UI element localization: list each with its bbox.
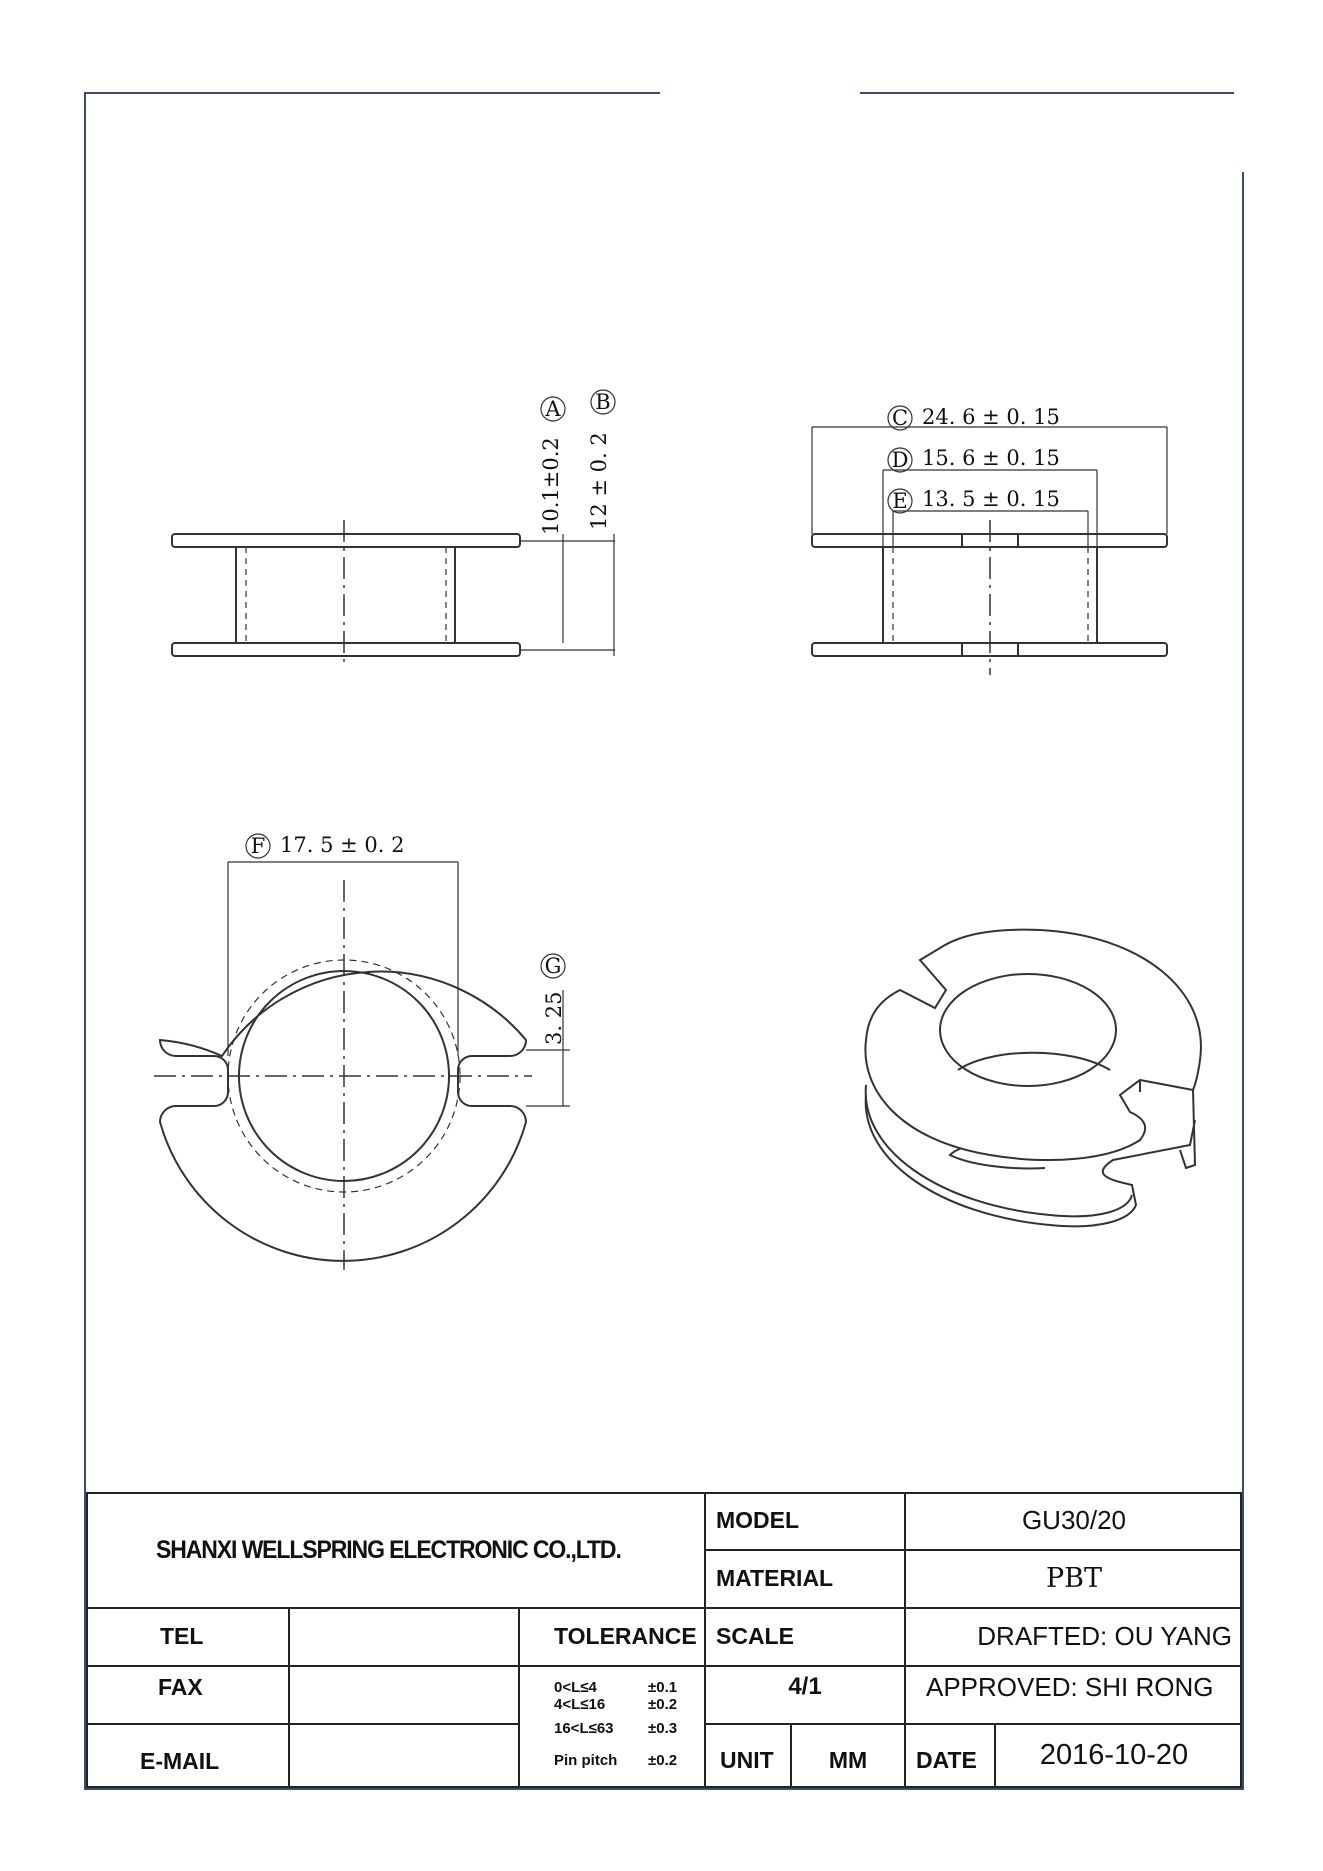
dim-A: 10.1±0.2 bbox=[539, 437, 563, 535]
tolerance-label: TOLERANCE bbox=[554, 1622, 697, 1649]
svg-text:B: B bbox=[595, 390, 611, 414]
tb-vline-3 bbox=[704, 1492, 706, 1788]
dim-label-C bbox=[888, 405, 1060, 430]
tb-vline-2 bbox=[518, 1607, 520, 1788]
date-value: 2016-10-20 bbox=[1039, 1739, 1189, 1771]
company-name: SHANXI WELLSPRING ELECTRONIC CO.,LTD. bbox=[156, 1535, 621, 1564]
svg-text:A: A bbox=[545, 397, 561, 421]
tolerance-row: 4<L≤16 ±0.2 bbox=[554, 1696, 678, 1713]
scale-label: SCALE bbox=[716, 1622, 794, 1649]
tb-left-line bbox=[86, 1492, 88, 1788]
scale-value: 4/1 bbox=[788, 1673, 822, 1700]
svg-text:D: D bbox=[891, 448, 909, 472]
svg-text:G: G bbox=[544, 954, 562, 978]
drafted-by: DRAFTED: OU YANG bbox=[977, 1620, 1232, 1651]
svg-text:C: C bbox=[891, 406, 909, 430]
dim-label-F bbox=[246, 833, 404, 858]
dim-E: 13. 5 ± 0. 15 bbox=[922, 487, 1060, 511]
tolerance-table bbox=[554, 1679, 704, 1769]
dim-C: 24. 6 ± 0. 15 bbox=[922, 405, 1060, 429]
unit-value: MM bbox=[828, 1746, 868, 1773]
date-label: DATE bbox=[916, 1746, 977, 1773]
dim-G: 3. 25 bbox=[542, 991, 566, 1045]
dim-label-E bbox=[888, 487, 1060, 513]
title-block bbox=[86, 1492, 1242, 1788]
front-view bbox=[172, 520, 615, 668]
email-label: E-MAIL bbox=[140, 1747, 220, 1774]
dim-D: 15. 6 ± 0. 15 bbox=[922, 446, 1060, 470]
tel-label: TEL bbox=[160, 1622, 204, 1649]
tolerance-row: Pin pitch ±0.2 bbox=[554, 1752, 678, 1769]
dim-B: 12 ± 0. 2 bbox=[587, 432, 611, 530]
isometric-view bbox=[865, 930, 1201, 1227]
material-label: MATERIAL bbox=[716, 1564, 834, 1591]
top-view bbox=[154, 862, 570, 1270]
dim-label-D bbox=[888, 446, 1060, 472]
dim-label-B bbox=[587, 390, 615, 530]
fax-label: FAX bbox=[158, 1673, 203, 1700]
material-value: PBT bbox=[1045, 1562, 1103, 1594]
svg-text:F: F bbox=[250, 834, 266, 858]
dim-F: 17. 5 ± 0. 2 bbox=[280, 833, 405, 857]
unit-label: UNIT bbox=[720, 1746, 774, 1773]
approved-by: APPROVED: SHI RONG bbox=[926, 1671, 1214, 1702]
dim-label-A bbox=[539, 397, 565, 535]
dim-label-G bbox=[541, 954, 566, 1045]
model-label: MODEL bbox=[716, 1507, 800, 1533]
svg-text:E: E bbox=[892, 489, 908, 513]
tolerance-row: 16<L≤63 ±0.3 bbox=[554, 1720, 678, 1737]
model-value: GU30/20 bbox=[1021, 1505, 1127, 1535]
tb-vline-1 bbox=[288, 1607, 290, 1788]
tb-line-3a bbox=[86, 1723, 520, 1725]
tolerance-row: 0<L≤4 ±0.1 bbox=[554, 1679, 678, 1696]
